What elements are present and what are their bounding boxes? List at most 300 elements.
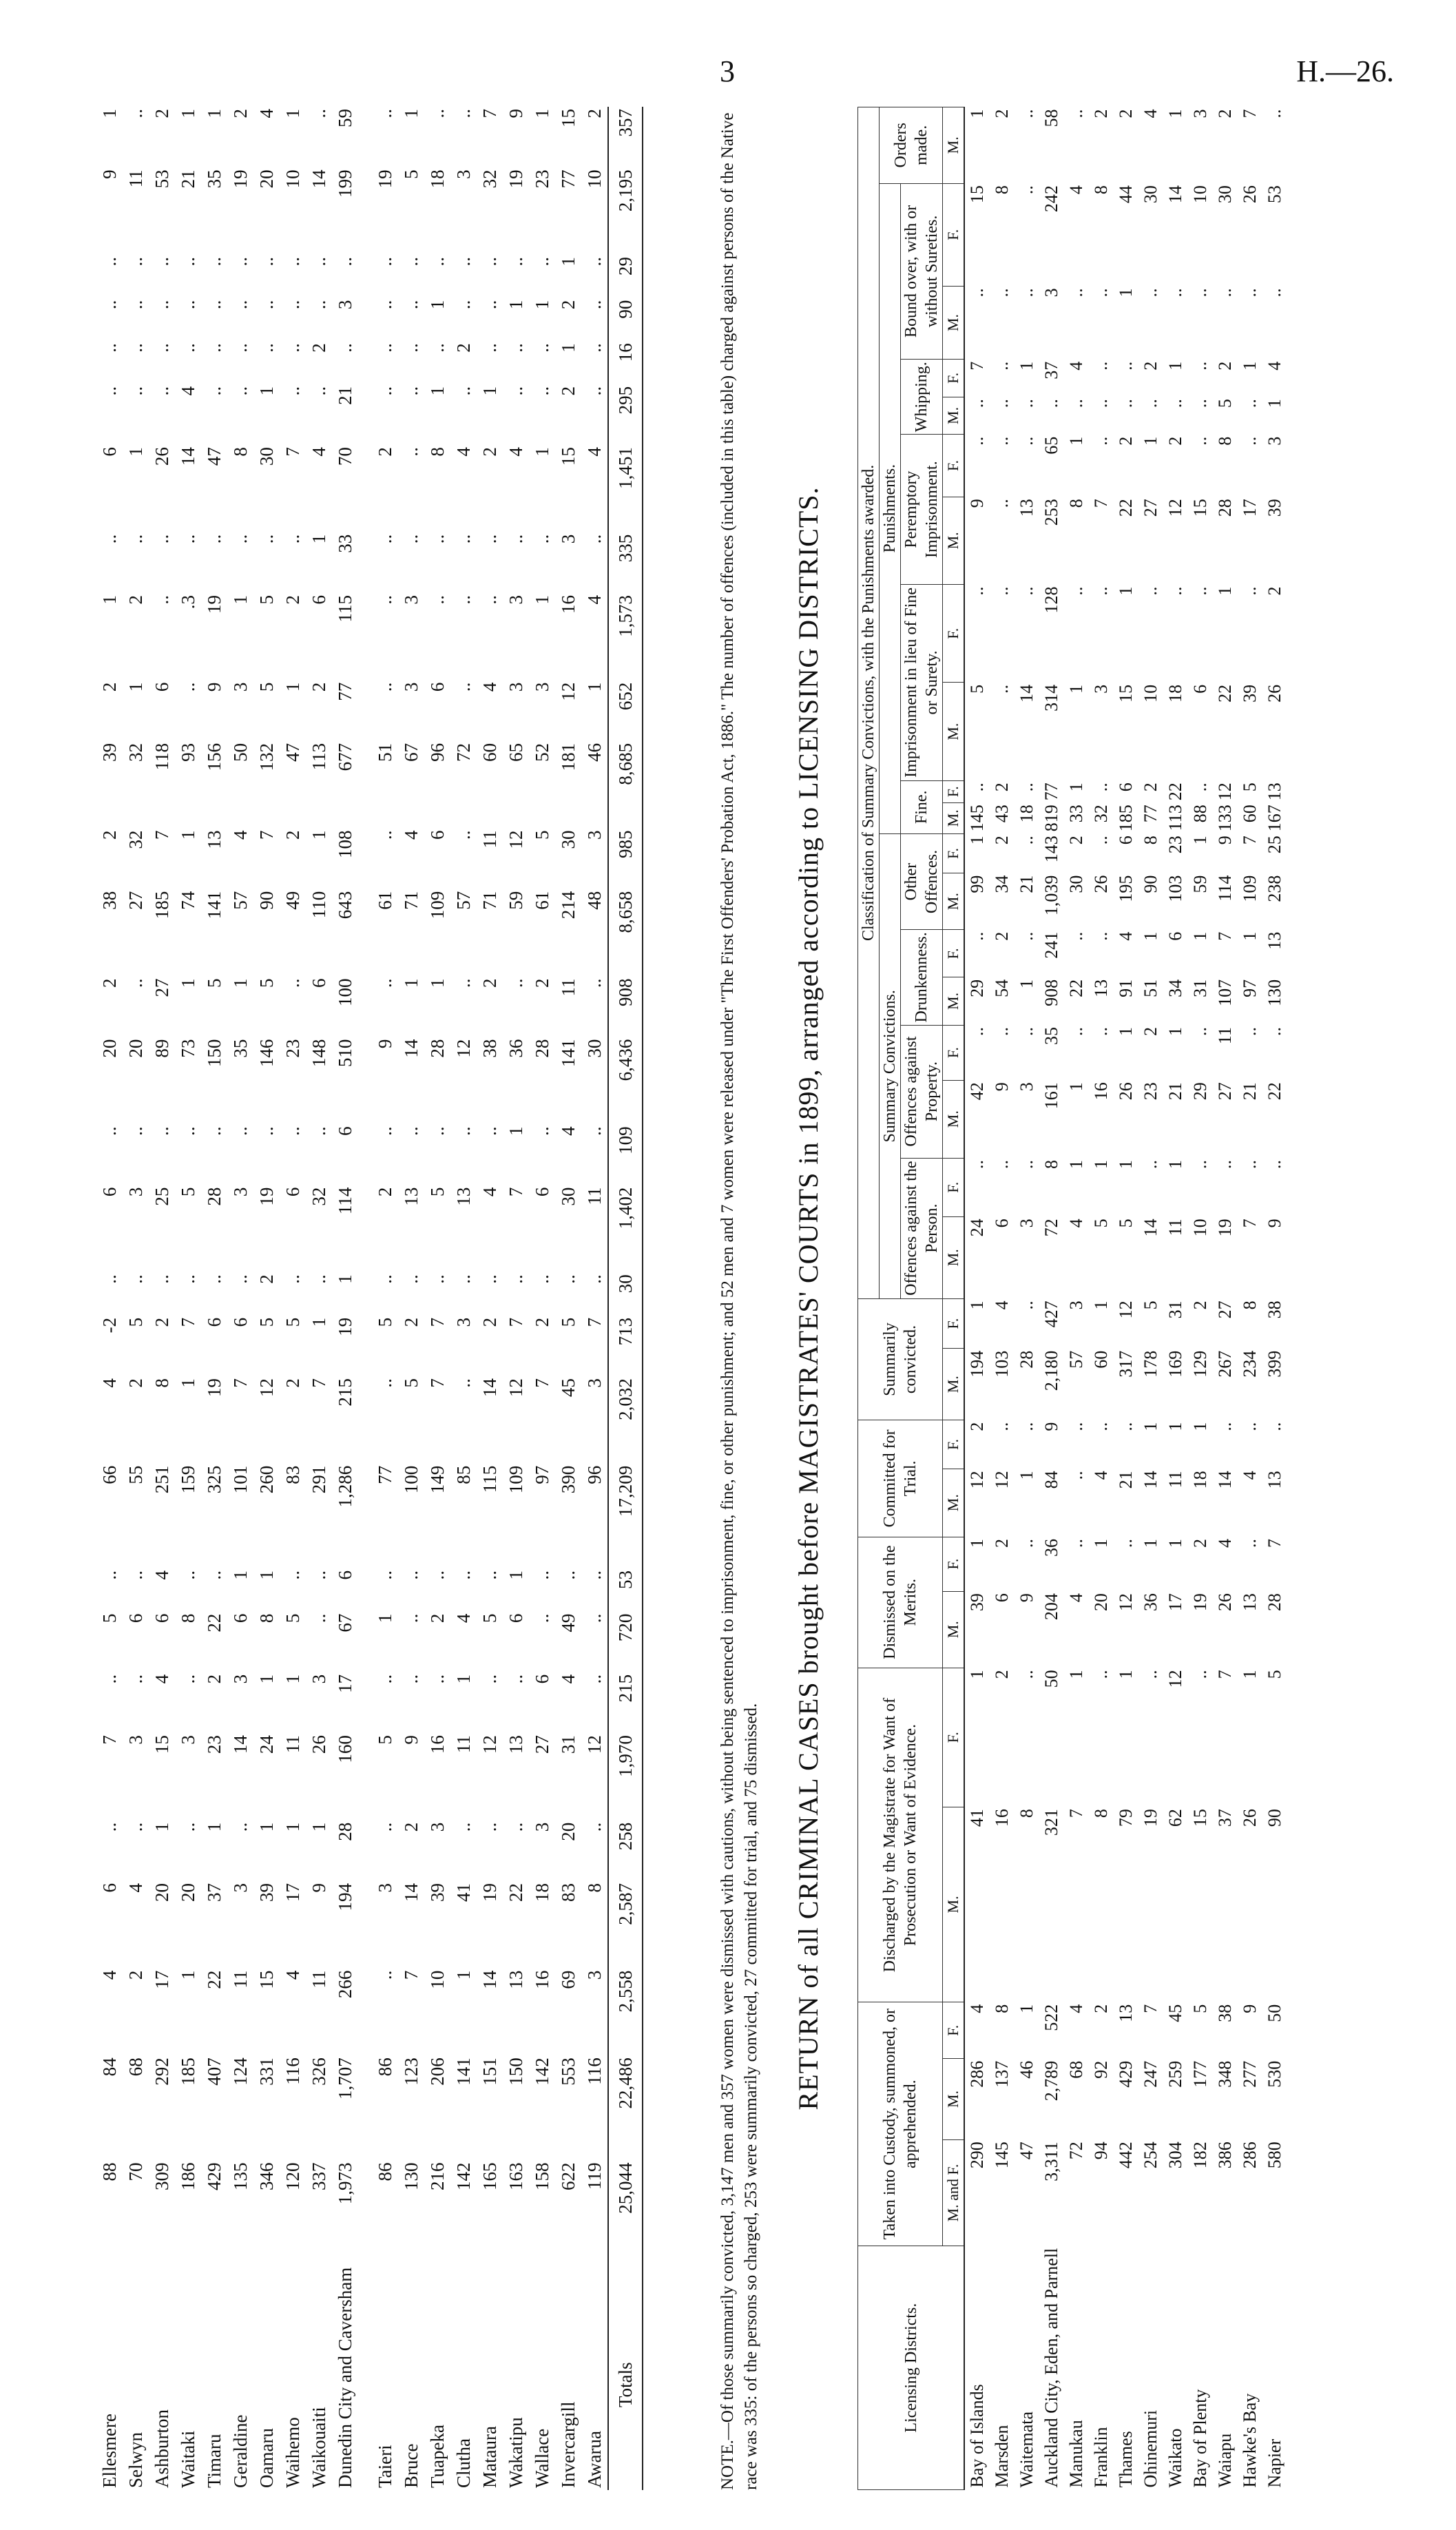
table-cell: 23: [282, 1039, 303, 1058]
table-cell: 14: [1141, 1219, 1161, 1237]
totals-cell: 1,451: [608, 445, 643, 532]
table-cell: ..: [1141, 1160, 1161, 1170]
table-cell: 8: [1066, 499, 1086, 508]
table-cell: ..: [309, 257, 329, 267]
district-name: Dunedin City and Caversham: [335, 2267, 355, 2488]
table-cell: 28: [1017, 1350, 1037, 1369]
table-cell: ..: [204, 300, 225, 310]
table-cell: 16: [427, 1735, 448, 1754]
table-row: [175, 107, 201, 2490]
table-cell: ..: [375, 595, 395, 605]
table-cell: ..: [427, 1674, 448, 1684]
table-cell: ..: [375, 978, 395, 988]
table-cell: 30: [1215, 185, 1235, 204]
table-cell: 12: [584, 1735, 605, 1754]
table-cell: 6: [99, 1883, 120, 1893]
table-cell: ..: [427, 109, 448, 118]
table-cell: 114: [335, 1187, 355, 1215]
table-cell: 19: [1215, 1219, 1235, 1237]
table-cell: 7: [1215, 1670, 1235, 1679]
table-cell: ..: [401, 343, 422, 353]
table-cell: 5: [282, 1317, 303, 1327]
table-cell: 2: [479, 978, 500, 988]
table-cell: 77: [375, 1465, 395, 1484]
table-cell: 2: [204, 1674, 225, 1684]
table-cell: ..: [992, 1027, 1012, 1037]
table-cell: 3,311: [1041, 2142, 1061, 2181]
table-cell: 1: [256, 1674, 277, 1684]
table-cell: 114: [1215, 875, 1235, 902]
table-cell: 3: [453, 169, 474, 179]
table-cell: 2: [992, 782, 1012, 792]
table-criminal-cases: [857, 107, 1287, 2490]
table-cell: 2: [1141, 782, 1161, 792]
table-cell: 6: [1116, 836, 1136, 845]
district-name: Waihemo: [282, 2417, 303, 2488]
table-cell: 47: [282, 743, 303, 762]
table-cell: 2: [152, 1317, 172, 1327]
header-m: M.: [943, 1807, 965, 2002]
table-cell: 5: [1215, 399, 1235, 408]
table-cell: ..: [584, 1822, 605, 1832]
table-row: [123, 107, 149, 2490]
table-cell: 1: [1190, 836, 1210, 845]
table-cell: ..: [967, 288, 987, 298]
table-cell: ..: [99, 386, 120, 396]
table-cell: ..: [1190, 436, 1210, 446]
table-row: [1213, 107, 1238, 2490]
table-cell: 1: [99, 595, 120, 605]
table-cell: 92: [1091, 2060, 1111, 2079]
table-cell: 19: [256, 1187, 277, 1206]
table-cell: ..: [309, 1613, 329, 1624]
table-cell: ..: [1017, 1422, 1037, 1431]
table-cell: 1: [1017, 979, 1037, 988]
table-cell: 6: [992, 1593, 1012, 1603]
header-m: M.: [943, 1349, 965, 1420]
table-cell: 3: [178, 1735, 198, 1745]
table-cell: 2: [453, 343, 474, 353]
table-cell: 7: [230, 1378, 251, 1388]
table-cell: ..: [230, 343, 251, 353]
table-cell: ..: [401, 534, 422, 544]
table-cell: ..: [1141, 288, 1161, 298]
table-cell: ..: [532, 1570, 552, 1580]
table-cell: ..: [125, 1674, 146, 1684]
table-cell: 8: [992, 185, 1012, 195]
table-cell: ..: [1190, 1670, 1210, 1679]
table-cell: 1: [1165, 1539, 1185, 1548]
table-cell: 36: [1141, 1593, 1161, 1612]
table-cell: 1: [558, 257, 579, 267]
table-cell: 20: [178, 1883, 198, 1902]
table-cell: 17: [1240, 499, 1260, 517]
table-cell: 13: [1265, 931, 1285, 950]
table-cell: 5: [1141, 1300, 1161, 1310]
table-cell: ..: [479, 534, 500, 544]
table-cell: 94: [1091, 2142, 1111, 2160]
table-cell: 3: [401, 682, 422, 692]
table-cell: 1: [1066, 1670, 1086, 1679]
rotated-content: [96, 107, 1371, 2490]
table-cell: ..: [282, 978, 303, 988]
totals-cell: 258: [608, 1821, 643, 1881]
table-cell: 5: [256, 1317, 277, 1327]
table-cell: 5: [375, 1317, 395, 1327]
table-cell: ..: [99, 300, 120, 310]
table-cell: 11: [453, 1735, 474, 1754]
table-cell: 1: [1240, 361, 1260, 371]
table-cell: 390: [558, 1465, 579, 1494]
table-cell: 5: [479, 1613, 500, 1624]
table-cell: ..: [532, 534, 552, 544]
table-cell: ..: [453, 386, 474, 396]
table-cell: 23: [532, 169, 552, 189]
totals-cell: 295: [608, 384, 643, 445]
table-cell: 7: [427, 1317, 448, 1327]
table-cell: 622: [558, 2162, 579, 2191]
table-cell: ..: [1066, 1027, 1086, 1037]
table-cell: ..: [479, 1822, 500, 1832]
totals-cell: 22,486: [608, 2055, 643, 2160]
table-cell: ..: [125, 109, 146, 118]
table-cell: 2: [282, 1378, 303, 1388]
header-peremptory: Peremptory Imprisonment.: [901, 435, 943, 585]
table-cell: 128: [1041, 586, 1061, 614]
table-cell: ..: [282, 1570, 303, 1580]
table-cell: ..: [1116, 399, 1136, 408]
table-cell: 3: [1091, 684, 1111, 694]
table-cell: 3: [584, 1378, 605, 1388]
table-cell: ..: [479, 343, 500, 353]
table-cell: ..: [375, 257, 395, 267]
table-cell: 52: [532, 743, 552, 762]
table-cell: 2: [584, 109, 605, 118]
table-cell: 2: [992, 1670, 1012, 1679]
table-cell: ..: [1190, 288, 1210, 298]
table-cell: ..: [335, 257, 355, 267]
table-cell: 6: [1165, 931, 1185, 941]
table-cell: 3: [335, 300, 355, 310]
totals-cell: 30: [608, 1272, 643, 1316]
table-cell: ..: [99, 257, 120, 267]
table-cell: ..: [99, 1674, 120, 1684]
table-cell: 69: [558, 1970, 579, 1989]
table-cell: 1: [1165, 361, 1185, 371]
table-cell: 51: [1141, 979, 1161, 997]
table-cell: ..: [99, 1126, 120, 1136]
table-cell: 25: [152, 1187, 172, 1206]
table-cell: ..: [1265, 288, 1285, 298]
header-m: M.: [943, 977, 965, 1025]
table-cell: ..: [152, 257, 172, 267]
table-cell: 2: [99, 978, 120, 988]
table-cell: ..: [1017, 836, 1037, 845]
table-cell: 1: [178, 978, 198, 988]
table-cell: 39: [1265, 499, 1285, 517]
district-name: Manukau: [1066, 2420, 1086, 2488]
table-cell: 11: [125, 169, 146, 188]
header-orders: Orders made.: [880, 107, 943, 184]
table-row: [529, 107, 555, 2490]
table-cell: 9: [506, 109, 526, 118]
table-cell: 325: [204, 1465, 225, 1494]
table-cell: 8: [1141, 836, 1161, 845]
district-name: Ohinemuri: [1141, 2409, 1161, 2488]
table-cell: 386: [1215, 2142, 1235, 2169]
table-cell: 1: [125, 682, 146, 692]
table-cell: 71: [401, 891, 422, 910]
table-cell: 149: [427, 1465, 448, 1494]
table-cell: 53: [1265, 185, 1285, 204]
table-cell: 31: [1165, 1300, 1185, 1319]
table-row: [1064, 107, 1089, 2490]
table-cell: 41: [967, 1809, 987, 1827]
header-other-offences: Other Offences.: [901, 833, 943, 929]
table-cell: 9: [309, 1883, 329, 1893]
table-cell: 28: [427, 1039, 448, 1058]
table-cell: 67: [401, 743, 422, 762]
header-m: M.: [943, 873, 965, 930]
totals-cell: 215: [608, 1672, 643, 1733]
table-cell: ..: [401, 1126, 422, 1136]
table-cell: 68: [1066, 2060, 1086, 2079]
table-cell: 27: [1141, 499, 1161, 517]
header-f: F.: [943, 1158, 965, 1216]
table-cell: 46: [584, 743, 605, 762]
table-cell: 8: [1017, 1809, 1037, 1818]
table-cell: 204: [1041, 1593, 1061, 1621]
table-cell: 6: [309, 978, 329, 988]
table-cell: 27: [1215, 1082, 1235, 1101]
table-cell: 286: [967, 2060, 987, 2088]
header-committed: Committed for Trial.: [858, 1420, 943, 1537]
table-cell: 2: [1091, 2004, 1111, 2013]
table-cell: 49: [282, 891, 303, 910]
table-cell: 26: [152, 447, 172, 466]
table-cell: 331: [256, 2057, 277, 2086]
table-cell: 1: [1165, 1160, 1185, 1170]
table-cell: 2: [282, 595, 303, 605]
table-cell: 348: [1215, 2060, 1235, 2088]
table-cell: ..: [584, 257, 605, 267]
table-cell: ..: [1240, 1027, 1260, 1037]
table-cell: 1: [1190, 1422, 1210, 1431]
table-cell: ..: [178, 534, 198, 544]
table-cell: 9: [401, 1735, 422, 1745]
table-cell: 1: [532, 109, 552, 118]
table-cell: ..: [375, 534, 395, 544]
table-cell: 6: [309, 595, 329, 605]
table-cell: 12: [506, 830, 526, 849]
table-cell: 20: [152, 1883, 172, 1902]
header-m: M.: [943, 1469, 965, 1537]
table-cell: ..: [309, 1570, 329, 1580]
table-cell: ..: [125, 300, 146, 310]
totals-label: Totals: [608, 2265, 643, 2490]
table-cell: 14: [479, 1970, 500, 1989]
district-name: Waitaki: [178, 2430, 198, 2488]
table-cell: 6: [282, 1187, 303, 1197]
district-name: Mataura: [479, 2426, 500, 2488]
table-cell: 4: [309, 447, 329, 457]
table-cell: 113: [1165, 805, 1185, 831]
table-cell: 1: [178, 1970, 198, 1980]
table-cell: 110: [309, 891, 329, 919]
table-cell: 120: [282, 2162, 303, 2191]
table-cell: 5: [532, 830, 552, 840]
totals-cell: 652: [608, 681, 643, 741]
table-cell: 510: [335, 1039, 355, 1068]
table-cell: 3: [230, 1187, 251, 1197]
table-cell: 20: [125, 1039, 146, 1058]
table-cell: 12: [992, 1471, 1012, 1489]
table-cell: ..: [178, 1674, 198, 1684]
table-row: [1262, 107, 1287, 2490]
district-name: Wallace: [532, 2428, 552, 2488]
table-cell: 9: [1215, 836, 1235, 845]
table-cell: 99: [967, 875, 987, 893]
table-cell: 27: [152, 978, 172, 997]
table-cell: 32: [1091, 805, 1111, 823]
table-cell: 1: [1017, 2004, 1037, 2013]
table-cell: 9: [992, 1082, 1012, 1092]
table-cell: 36: [1041, 1539, 1061, 1557]
table-cell: ..: [967, 436, 987, 446]
header-m: M.: [943, 683, 965, 780]
table-cell: 30: [1066, 875, 1086, 893]
header-f: F.: [943, 1025, 965, 1080]
table-cell: 1: [1165, 109, 1185, 118]
header-summarily: Summarily convicted.: [858, 1298, 943, 1420]
table-row: [503, 107, 529, 2490]
header-m: M.: [943, 802, 965, 833]
table-cell: 12: [1116, 1300, 1136, 1319]
table-cell: 16: [532, 1970, 552, 1989]
table-cell: ..: [375, 1970, 395, 1980]
table-cell: 7: [1066, 1809, 1086, 1818]
table-cell: 22: [1116, 499, 1136, 517]
table-cell: ..: [1091, 288, 1111, 298]
header-f: F.: [943, 435, 965, 497]
table-cell: 60: [1091, 1350, 1111, 1369]
table-row: [555, 107, 581, 2490]
table-cell: 241: [1041, 931, 1061, 959]
table-cell: 37: [1041, 361, 1061, 380]
table-cell: ..: [204, 1570, 225, 1580]
table-cell: 4: [152, 1570, 172, 1580]
table-cell: 177: [1190, 2060, 1210, 2088]
table-cell: 12: [1165, 499, 1185, 517]
table-cell: 31: [1190, 979, 1210, 997]
table-cell: 91: [1116, 979, 1136, 997]
table-cell: ..: [1066, 586, 1086, 596]
table-row: [227, 107, 253, 2490]
table-cell: 141: [558, 1039, 579, 1068]
header-m: M.: [943, 107, 965, 184]
table-cell: 8: [178, 1613, 198, 1624]
header-f: F.: [943, 1668, 965, 1807]
table-cell: 57: [453, 891, 474, 910]
table-cell: 206: [427, 2057, 448, 2086]
table-cell: ..: [375, 109, 395, 118]
table-row: [280, 107, 306, 2490]
table-cell: ..: [125, 1822, 146, 1832]
table-cell: 18: [1017, 805, 1037, 823]
table-cell: 23: [1165, 836, 1185, 854]
table-cell: ..: [1091, 1670, 1111, 1679]
table-cell: 96: [584, 1465, 605, 1484]
table-cell: 21: [1165, 1082, 1185, 1101]
table-cell: 14: [178, 447, 198, 466]
table-cell: 1: [1066, 1160, 1086, 1170]
table-cell: 3: [532, 1822, 552, 1832]
table-cell: 1: [230, 1570, 251, 1580]
table-cell: 5: [427, 1187, 448, 1197]
table-cell: 8: [992, 2004, 1012, 2013]
table-row: [1163, 107, 1188, 2490]
table-cell: 37: [1215, 1809, 1235, 1827]
table-cell: 5: [125, 1317, 146, 1327]
table-cell: 1: [558, 343, 579, 353]
table-cell: ..: [1091, 586, 1111, 596]
table-cell: 7: [506, 1187, 526, 1197]
table-cell: ..: [1141, 399, 1161, 408]
table-cell: ..: [506, 534, 526, 544]
table-cell: ..: [967, 399, 987, 408]
table-cell: 4: [230, 830, 251, 840]
totals-cell: 335: [608, 532, 643, 593]
table-footnote: NOTE.—Of those summarily convicted, 3,147 men and 357 women were dismissed with cautions, without being sentenced to imprisonment, fine, or other punishment; and 52 men and 7 women were released under "The First Offenders' Probation Act, 1886." The number of offences (included in this table) charged against persons of the Native race was 335: of the persons so charged, 253 were summarily convicted, 27 committed for trial, and 75 dismissed.: [718, 112, 760, 2490]
table-cell: 35: [1041, 1027, 1061, 1046]
table-cell: 13: [506, 1735, 526, 1754]
table-cell: 14: [479, 1378, 500, 1398]
table-cell: 6: [532, 1187, 552, 1197]
table-cell: 2: [992, 836, 1012, 845]
table-cell: ..: [532, 343, 552, 353]
table-cell: 7: [1091, 499, 1111, 508]
table-cell: 11: [1215, 1027, 1235, 1045]
table-cell: 132: [256, 743, 277, 771]
table-cell: 314: [1041, 684, 1061, 712]
table-cell: 143: [1041, 836, 1061, 863]
table-cell: 1: [256, 1822, 277, 1832]
table-cell: ..: [178, 343, 198, 353]
table-cell: 96: [427, 743, 448, 762]
table-cell: ..: [453, 1822, 474, 1832]
table-cell: 7: [309, 1378, 329, 1388]
table-row: [149, 107, 175, 2490]
table-cell: 2: [1116, 436, 1136, 446]
table-cell: 238: [1265, 875, 1285, 902]
table-cell: ..: [178, 300, 198, 310]
table-cell: ..: [506, 257, 526, 267]
table-cell: 1: [401, 109, 422, 118]
table-cell: 1: [967, 1539, 987, 1548]
table-cell: 2: [558, 386, 579, 396]
table-cell: ..: [1190, 1160, 1210, 1170]
table-cell: 86: [375, 2162, 395, 2181]
table-cell: ..: [584, 386, 605, 396]
table-cell: ..: [401, 257, 422, 267]
table-cell: 116: [282, 2057, 303, 2085]
row-spacer-cell: [358, 107, 372, 2490]
table-cell: ..: [282, 386, 303, 396]
table-cell: 61: [375, 891, 395, 910]
table-cell: 4: [282, 1970, 303, 1980]
table-cell: 150: [506, 2057, 526, 2086]
district-name: Ashburton: [152, 2409, 172, 2488]
